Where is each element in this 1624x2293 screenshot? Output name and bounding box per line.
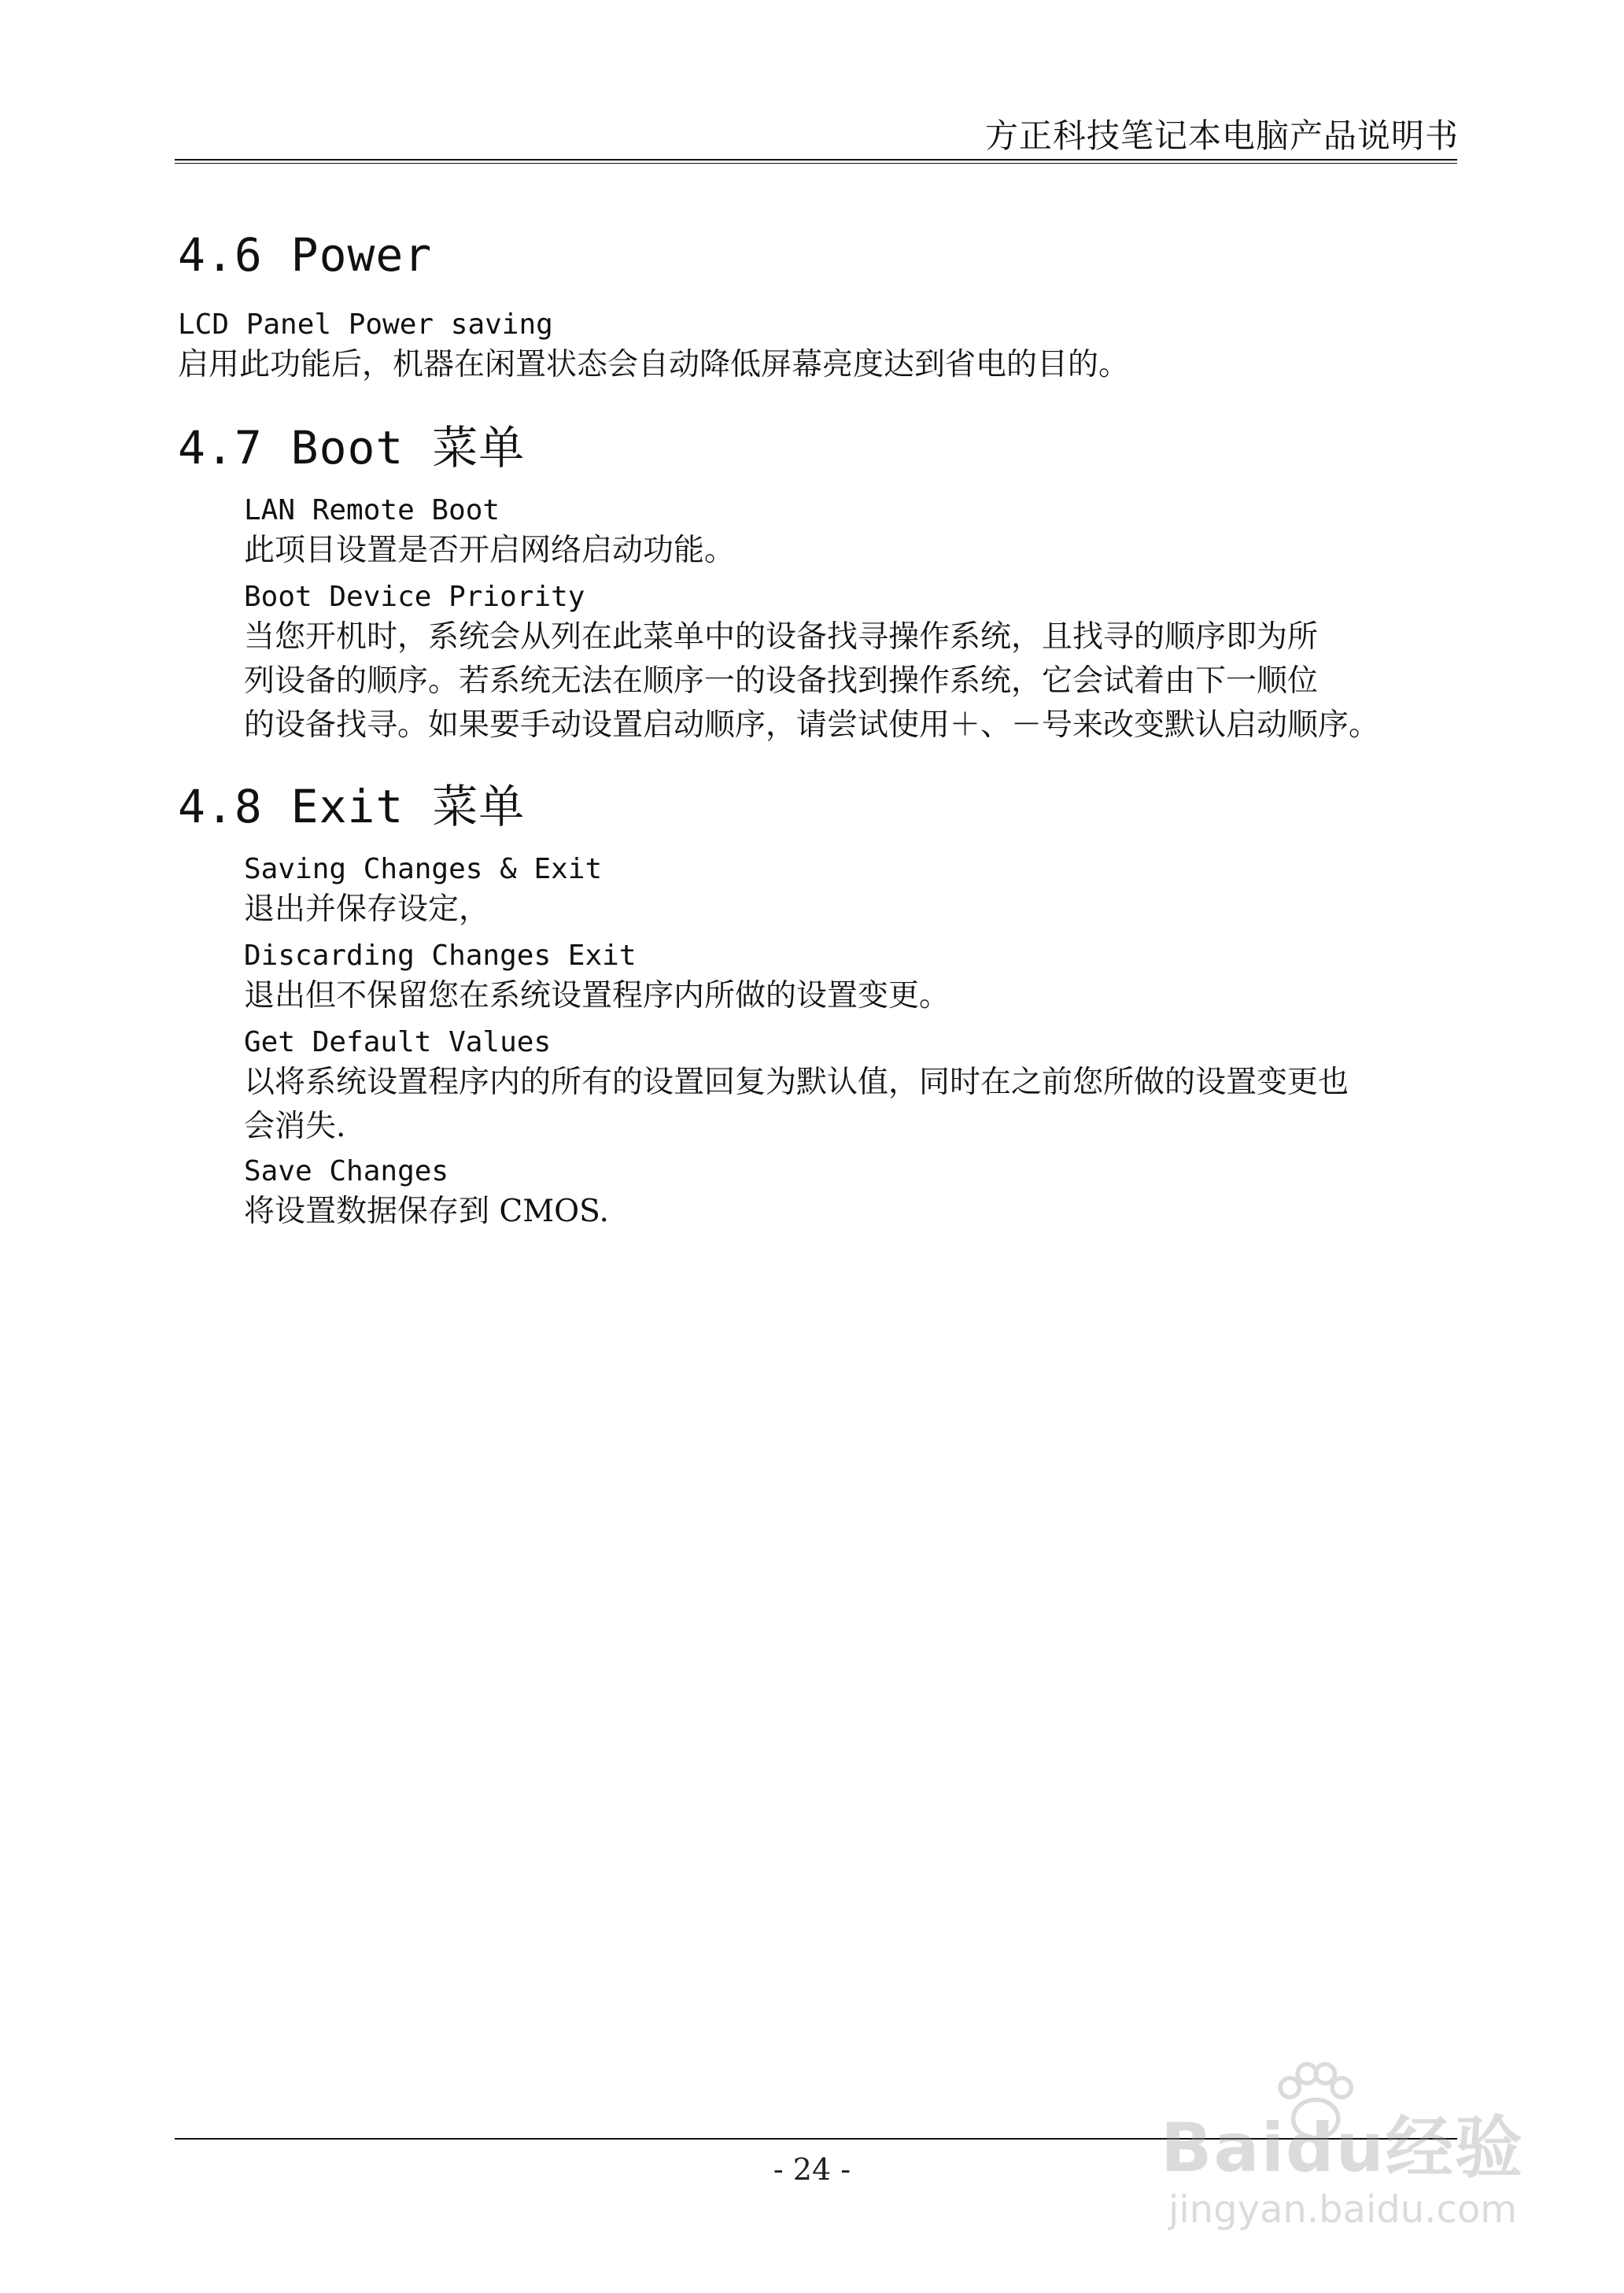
- section-heading-boot: 4.7 Boot 菜单: [178, 421, 526, 474]
- watermark-logo: Baidu经验: [1161, 2109, 1524, 2188]
- item-desc-lan-remote-boot: 此项目设置是否开启网络启动功能。: [244, 533, 736, 568]
- item-desc-boot-device-priority-line-2: 列设备的顺序。若系统无法在顺序一的设备找到操作系统，它会试着由下一顺位: [244, 663, 1319, 699]
- running-header: 方正科技笔记本电脑产品说明书: [984, 116, 1459, 155]
- page-number: - 24 -: [773, 2152, 851, 2187]
- item-desc-boot-device-priority-line-1: 当您开机时，系统会从列在此菜单中的设备找寻操作系统，且找寻的顺序即为所: [244, 619, 1319, 655]
- item-desc-get-default-values-line-1: 以将系统设置程序内的所有的设置回复为默认值，同时在之前您所做的设置变更也: [244, 1065, 1349, 1100]
- item-title-discarding-changes-exit: Discarding Changes Exit: [244, 940, 637, 972]
- item-desc-get-default-values-line-2: 会消失.: [244, 1109, 346, 1144]
- header-rule-thin: [175, 163, 1457, 164]
- item-desc-lcd-power-saving: 启用此功能后，机器在闲置状态会自动降低屏幕亮度达到省电的目的。: [178, 347, 1130, 382]
- item-desc-save-changes: 将设置数据保存到 CMOS.: [244, 1194, 609, 1229]
- baidu-jingyan-watermark: [1153, 2062, 1562, 2251]
- item-title-save-changes: Save Changes: [244, 1155, 449, 1187]
- item-title-lan-remote-boot: LAN Remote Boot: [244, 494, 500, 526]
- item-desc-discarding-changes-exit: 退出但不保留您在系统设置程序内所做的设置变更。: [244, 978, 950, 1014]
- item-title-lcd-power-saving: LCD Panel Power saving: [178, 308, 553, 341]
- item-title-get-default-values: Get Default Values: [244, 1026, 552, 1058]
- item-desc-saving-changes-exit: 退出并保存设定，: [244, 892, 490, 927]
- item-title-saving-changes-exit: Saving Changes & Exit: [244, 853, 603, 885]
- watermark-url: jingyan.baidu.com: [1168, 2188, 1517, 2232]
- section-heading-exit: 4.8 Exit 菜单: [178, 780, 526, 833]
- item-title-boot-device-priority: Boot Device Priority: [244, 581, 585, 613]
- item-desc-boot-device-priority-line-3: 的设备找寻。如果要手动设置启动顺序，请尝试使用＋、－号来改变默认启动顺序。: [244, 707, 1380, 743]
- header-rule: [175, 159, 1457, 161]
- section-heading-power: 4.6 Power: [178, 228, 433, 282]
